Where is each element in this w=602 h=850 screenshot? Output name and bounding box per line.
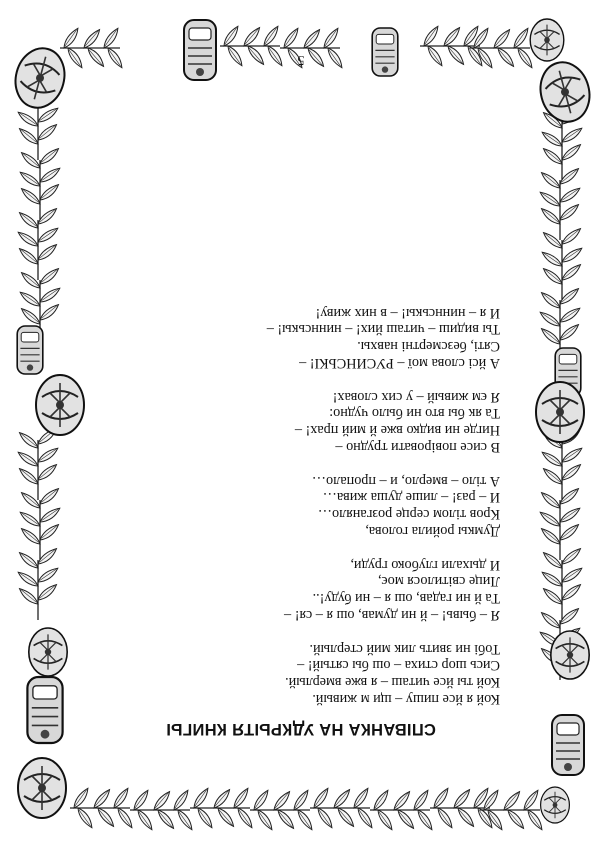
poem-stanza	[100, 388, 500, 455]
poem-line: А йсі слова мої – РУСИНСЬКІ! –	[299, 355, 500, 372]
poem-line: И дыхали глубоко груди,	[350, 556, 500, 573]
poem-line: Я єм живый – у сих словах!	[332, 388, 500, 405]
poem-stanza	[100, 640, 500, 707]
poem-line: Я – бывь! – й ни думав, ош я – ся! –	[284, 607, 500, 624]
poem-line: В сисе повіровати трудно –	[335, 439, 500, 456]
poem-line: Ты видиш – читаш йих! – ниннськы! –	[266, 321, 500, 338]
poem-line: Та як бы вто ни было чудно:	[329, 405, 500, 422]
poem-line: Нигде ни видко вже й мий прах! –	[294, 422, 500, 439]
poem-line: И – раз! – лише душа жива…	[322, 489, 500, 506]
poem-line: Кой я йсе пишу – щи м живый.	[312, 691, 500, 707]
poem-line: И я – ниннськы! – в них живу!	[315, 304, 500, 321]
poem-title: СПІВАНКА НА УДКРЫТЯ КНИГЫ	[166, 720, 436, 738]
poem-line: Тобі ни звить лик мий стерлый.	[309, 640, 500, 657]
page-number: 5	[297, 52, 305, 67]
poem-stanza	[100, 556, 500, 623]
poem-line: Думкы ройила голова,	[365, 523, 500, 540]
poem-stanza	[100, 304, 500, 371]
poem-line: Кой ты йсе читаш – я вже вмерлый.	[285, 674, 500, 691]
poem-stanza	[100, 472, 500, 539]
poem-line: Та й ни гадав, ош я – ни буду!..	[312, 590, 500, 607]
poem-body	[100, 287, 500, 707]
poem-line: Кров тілом серце розганяло…	[317, 506, 500, 523]
poem-line: Сись шор стиха – ош бы сятый! –	[297, 657, 500, 674]
poem-line: Сяті, безсмертні навхы.	[357, 338, 500, 355]
poem-line: А тіло – вмерло, и – пропало…	[311, 472, 500, 489]
poem-line: Лице світилося моє,	[378, 573, 500, 590]
